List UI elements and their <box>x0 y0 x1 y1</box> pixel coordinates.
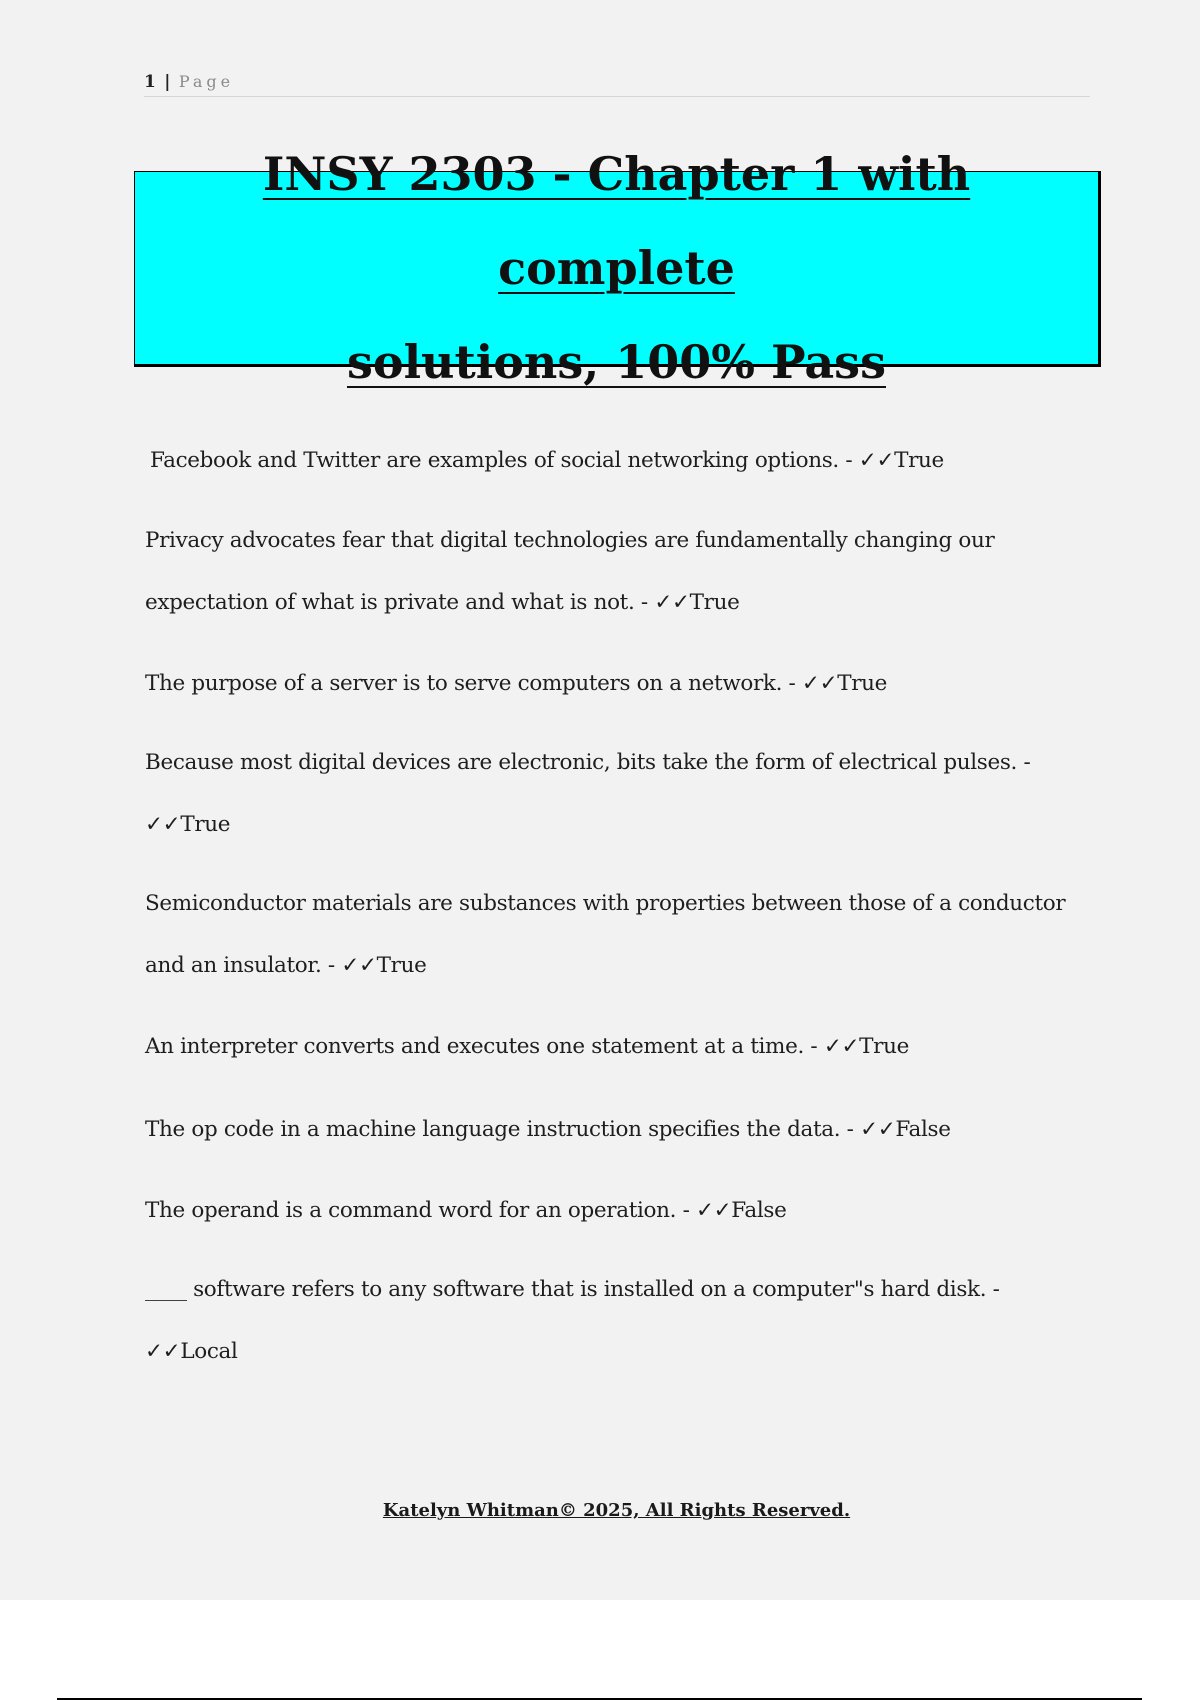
qa-item-5: Semiconductor materials are substances with properties between those of a conductor and an insulator. - ✓✓True <box>145 891 1066 978</box>
qa-item-6: An interpreter converts and executes one statement at a time. - ✓✓True <box>145 1034 909 1059</box>
title-line-1: INSY 2303 - Chapter 1 with complete <box>262 147 971 295</box>
qa-item-7: The op code in a machine language instruction specifies the data. - ✓✓False <box>145 1117 951 1142</box>
page-separator: | <box>164 72 171 92</box>
qa-item-2: Privacy advocates fear that digital technologies are fundamentally changing our expectation of what is private and what is not. - ✓✓True <box>145 528 995 615</box>
qa-item-9: ____ software refers to any software that is installed on a computer"s hard disk. - ✓✓Local <box>145 1277 1000 1364</box>
qa-item-1: Facebook and Twitter are examples of social networking options. - ✓✓True <box>150 448 944 473</box>
title-box <box>134 147 1101 389</box>
copyright-footer: Katelyn Whitman© 2025, All Rights Reserved. <box>382 1500 851 1521</box>
page-label: Page <box>178 72 235 91</box>
document-title <box>137 127 1097 409</box>
title-line-2: solutions, 100% Pass <box>347 335 886 389</box>
qa-item-3: The purpose of a server is to serve computers on a network. - ✓✓True <box>145 671 888 696</box>
qa-item-4: Because most digital devices are electronic, bits take the form of electrical pulses. - ✓✓True <box>145 750 1031 837</box>
page-header <box>144 72 1090 97</box>
page-number: 1 <box>144 72 156 92</box>
qa-item-8: The operand is a command word for an operation. - ✓✓False <box>145 1198 787 1223</box>
